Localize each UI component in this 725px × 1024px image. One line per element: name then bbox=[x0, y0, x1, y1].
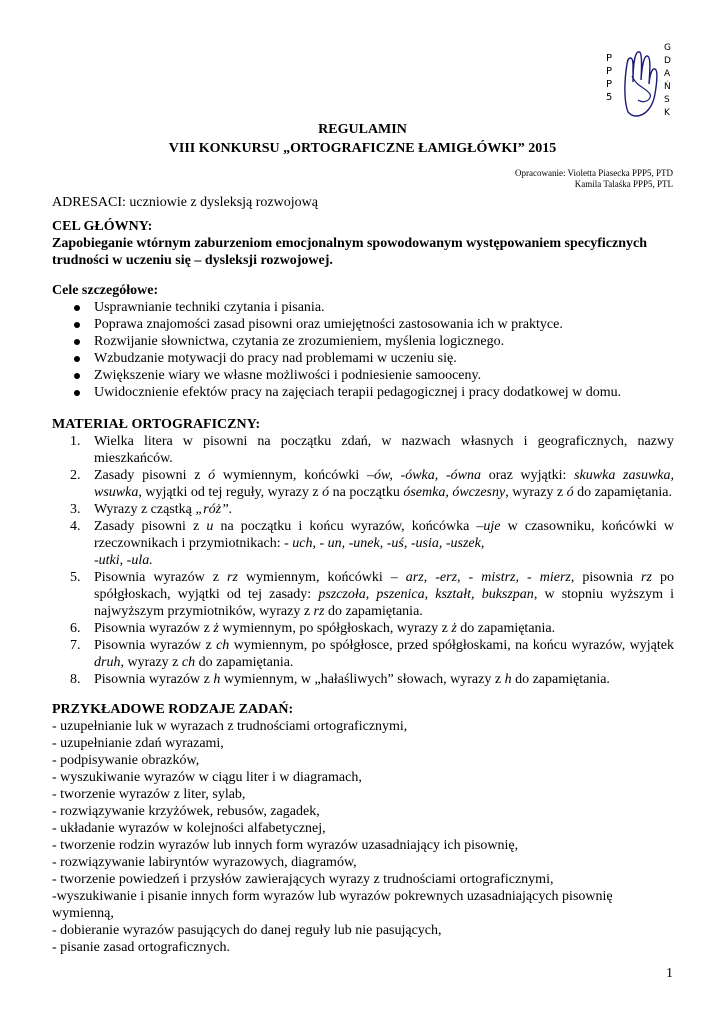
list-number: 4. bbox=[70, 519, 81, 534]
list-item-text: Zwiększenie wiary we własne możliwości i podniesienie samooceny. bbox=[94, 368, 482, 383]
list-item: - tworzenie wyrazów z liter, sylab, bbox=[52, 787, 246, 802]
logo-letter: A bbox=[664, 69, 671, 79]
logo-letter: P bbox=[606, 66, 613, 77]
list-item bbox=[52, 299, 674, 316]
logo-letter: P bbox=[606, 79, 613, 90]
cele-heading: Cele szczegółowe: bbox=[52, 283, 159, 298]
list-item bbox=[52, 384, 674, 401]
bullet-icon bbox=[74, 390, 80, 396]
list-number: 7. bbox=[70, 638, 81, 653]
material-section bbox=[52, 416, 674, 688]
cele-list bbox=[52, 299, 674, 401]
logo-letter: 5 bbox=[606, 92, 613, 103]
cel-glowny-heading: CEL GŁÓWNY: bbox=[52, 219, 153, 234]
list-item: - dobieranie wyrazów pasujących do danej reguły lub nie pasujących, bbox=[52, 923, 442, 938]
logo-letter: K bbox=[664, 108, 670, 118]
logo-letter: S bbox=[664, 95, 670, 105]
list-item bbox=[52, 620, 674, 637]
list-item-text: Zasady pisowni z u na początku i końcu wyrazów, końcówka –uje w czasowniku, końcówki w rzeczownikach i przymiotnikach: - uch, - un, -unek, -uś, -usia, -uszek, -utki, -ula. bbox=[94, 519, 674, 568]
zadania-list bbox=[52, 718, 674, 956]
list-number: 2. bbox=[70, 468, 81, 483]
list-item-text: Wielka litera w pisowni na początku zdań, w nazwach własnych i geograficznych, nazwy mieszkańców. bbox=[94, 434, 674, 466]
list-item-text: Pisownia wyrazów z h wymiennym, w „hałaśliwych” słowach, wyrazy z h do zapamiętania. bbox=[94, 672, 610, 687]
list-item-text: Pisownia wyrazów z ż wymiennym, po spółgłoskach, wyrazy z ż do zapamiętania. bbox=[94, 621, 556, 636]
list-item bbox=[52, 569, 674, 620]
adresaci-line: ADRESACI: uczniowie z dysleksją rozwojową bbox=[52, 195, 318, 210]
list-item bbox=[52, 367, 674, 384]
list-item: - podpisywanie obrazków, bbox=[52, 753, 200, 768]
bullet-icon bbox=[74, 356, 80, 362]
logo-letter: Ń bbox=[664, 82, 671, 92]
page-number: 1 bbox=[666, 966, 673, 981]
cel-glowny-section bbox=[52, 218, 674, 269]
list-number: 5. bbox=[70, 570, 81, 585]
bullet-icon bbox=[74, 305, 80, 311]
ppp5-logo bbox=[600, 42, 680, 126]
list-item: - układanie wyrazów w kolejności alfabetycznej, bbox=[52, 821, 326, 836]
list-number: 6. bbox=[70, 621, 81, 636]
list-item-text: Pisownia wyrazów z ch wymiennym, po spółgłosce, przed spółgłoskami, na końcu wyrazów, wyjątek druh, wyrazy z ch do zapamiętania. bbox=[94, 638, 674, 670]
list-item: - rozwiązywanie labiryntów wyrazowych, diagramów, bbox=[52, 855, 357, 870]
list-item: - wyszukiwanie wyrazów w ciągu liter i w diagramach, bbox=[52, 770, 362, 785]
logo-letter: G bbox=[664, 43, 671, 53]
list-item-text: Rozwijanie słownictwa, czytania ze zrozumieniem, myślenia logicznego. bbox=[94, 334, 505, 349]
list-item-text: Usprawnianie techniki czytania i pisania. bbox=[94, 300, 325, 315]
list-item: - uzupełnianie luk w wyrazach z trudnościami ortograficznymi, bbox=[52, 719, 408, 734]
list-item: - uzupełnianie zdań wyrazami, bbox=[52, 736, 224, 751]
bullet-icon bbox=[74, 322, 80, 328]
list-item: - pisanie zasad ortograficznych. bbox=[52, 940, 231, 955]
logo-letter: D bbox=[664, 56, 671, 66]
list-item: - rozwiązywanie krzyżówek, rebusów, zagadek, bbox=[52, 804, 320, 819]
material-heading: MATERIAŁ ORTOGRAFICZNY: bbox=[52, 417, 261, 432]
list-item bbox=[52, 350, 674, 367]
list-number: 1. bbox=[70, 434, 81, 449]
list-item-text: Poprawa znajomości zasad pisowni oraz umiejętności zastosowania ich w praktyce. bbox=[94, 317, 563, 332]
list-item-text: Uwidocznienie efektów pracy na zajęciach terapii pedagogicznej i pracy dodatkowej w domu. bbox=[94, 385, 622, 400]
list-number: 3. bbox=[70, 502, 81, 517]
cel-glowny-text: Zapobieganie wtórnym zaburzeniom emocjonalnym spowodowanym występowaniem specyficznych trudności w uczeniu się – dysleksji rozwojowej. bbox=[52, 236, 647, 268]
list-item: - tworzenie rodzin wyrazów lub innych form wyrazów uzasadniający ich pisownię, bbox=[52, 838, 519, 853]
list-number: 8. bbox=[70, 672, 81, 687]
list-item-text: Wyrazy z cząstką „róż”. bbox=[94, 502, 233, 517]
material-list bbox=[52, 433, 674, 688]
list-item: -wyszukiwanie i pisanie innych form wyrazów lub wyrazów pokrewnych uzasadniających pisownię wymienną, bbox=[52, 889, 613, 921]
list-item bbox=[52, 501, 674, 518]
list-item-text: Pisownia wyrazów z rz wymiennym, końcówki – arz, -erz, - mistrz, - mierz, pisownia rz po spółgłoskach, wyjątki od tej zasady: pszczoła, pszenica, kształt, bukszpan, w stopniu wyższym i najwyższym przymiotników, wyrazy z rz do zapamiętania. bbox=[94, 570, 674, 619]
document-title: REGULAMIN bbox=[318, 122, 407, 137]
zadania-section bbox=[52, 701, 674, 956]
authors-block bbox=[515, 168, 673, 190]
list-item bbox=[52, 671, 674, 688]
list-item bbox=[52, 518, 674, 569]
author-1: Opracowanie: Violetta Piasecka PPP5, PTD bbox=[514, 168, 673, 178]
list-item bbox=[52, 316, 674, 333]
list-item-text: Zasady pisowni z ó wymiennym, końcówki –ów, -ówka, -ówna oraz wyjątki: skuwka zasuwka, wsuwka, wyjątki od tej reguły, wyrazy z ó na początku ósemka, ówczesny, wyrazy z ó do zapamiętania. bbox=[94, 468, 674, 500]
list-item: - tworzenie powiedzeń i przysłów zawierających wyrazy z trudnościami ortograficznymi, bbox=[52, 872, 554, 887]
author-2: Kamila Talaśka PPP5, PTL bbox=[574, 179, 673, 189]
zadania-heading: PRZYKŁADOWE RODZAJE ZADAŃ: bbox=[52, 702, 294, 717]
list-item-text: Wzbudzanie motywacji do pracy nad problemami w uczeniu się. bbox=[94, 351, 457, 366]
list-item bbox=[52, 467, 674, 501]
document-subtitle: VIII KONKURSU „ORTOGRAFICZNE ŁAMIGŁÓWKI” 2015 bbox=[168, 141, 557, 156]
cele-section bbox=[52, 282, 674, 401]
logo-letter: P bbox=[606, 53, 613, 64]
list-item bbox=[52, 433, 674, 467]
bullet-icon bbox=[74, 339, 80, 345]
list-item bbox=[52, 637, 674, 671]
bullet-icon bbox=[74, 373, 80, 379]
list-item bbox=[52, 333, 674, 350]
